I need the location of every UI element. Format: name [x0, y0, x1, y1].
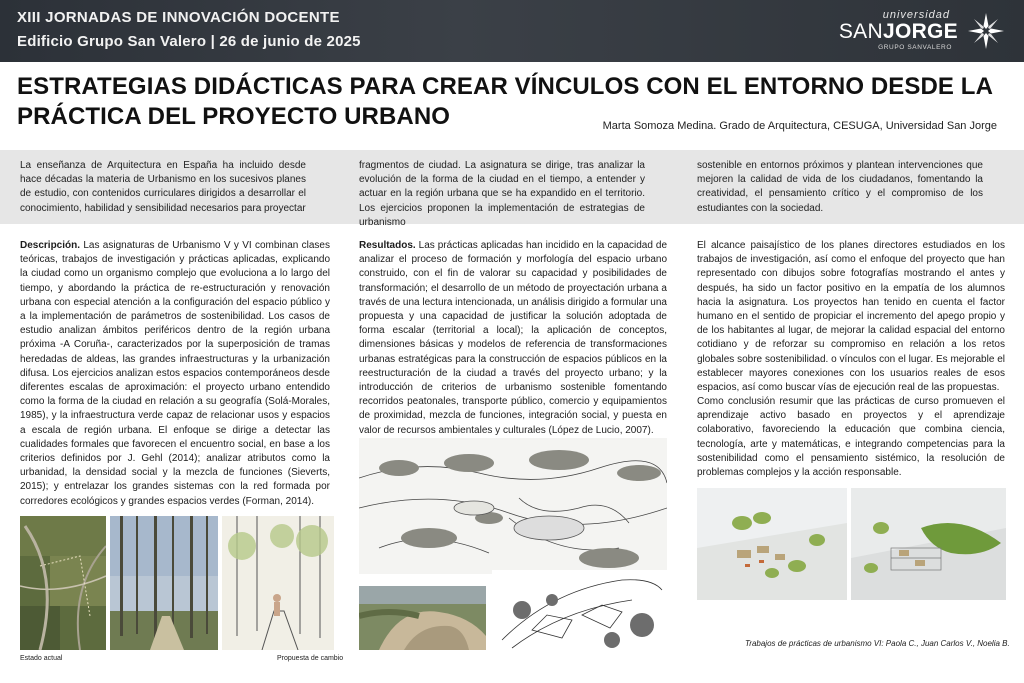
intro-col-2: fragmentos de ciudad. La asignatura se dirige, tras analizar la evolución de la forma de la ciudad en el tiempo, a entender y actuar en la región urbana que se ha expandido en el territorio. Los ejercicios proponen la implementación de estrategias de urbanismo: [359, 160, 645, 228]
event-venue-date: Edificio Grupo San Valero | 26 de junio de 2025: [17, 33, 361, 50]
conclusion-p1: El alcance paisajístico de los planes directores estudiados en los trabajos de investigación, así como el enfoque del proyecto que han representado con dibujos sobre fotografías mostrando el antes y después, ha sido un factor positivo en la empatía de los alumnos hacia la asignatura. Los proyectos han tenido en cuenta el factor humano en el sentido de propiciar el incremento del apego propio y de los habitantes al lugar, de mejorar la calidad espacial del entorno cotidiano y de reforzar su compromiso en relación a los retos globales sobre sostenibilidad. o vínculos con el lugar. Es mejorable el establecer mayores conexiones con los usuarios reales de esos espacios, así como buscar vías de ejecución real de las propuestas.: [697, 240, 1005, 394]
star-emblem-icon: [966, 11, 1006, 51]
logo-universidad: universidad: [882, 9, 950, 21]
results-heading: Resultados.: [359, 240, 416, 251]
header-banner: [0, 0, 1024, 62]
description-section: [20, 239, 330, 509]
caption-trabajos: Trabajos de prácticas de urbanismo VI: Paola C., Juan Carlos V., Noelia B.: [745, 639, 1010, 648]
author-line: Marta Somoza Medina. Grado de Arquitectura, CESUGA, Universidad San Jorge: [602, 120, 997, 132]
university-logo: [838, 7, 1006, 55]
results-text: Las prácticas aplicadas han incidido en la capacidad de analizar el proceso de formación y morfología del espacio urbano construido, con el fin de valorar su capacidad y posibilidades de transformación; el desarrollo de un método de proyectación urbana a través de una lectura intencionada, un análisis dirigido a formular una propuesta y una capacidad de justificar la solución adoptada de forma escalar (territorial a local); la aplicación de conceptos, dimensiones básicas y modelos de referencia de transformaciones urbanas estratégicas para la construcción de espacios públicos en la reestructuración de la ciudad a través del proyecto urbano; y la introducción de criterios de urbanismo sostenible fomentando recorridos peatonales, transporte público, comercio y equipamientos de proximidad, mezcla de funciones, integración social, y puesta en valor de recursos ambientales y culturales (López de Lucio, 2007).: [359, 240, 667, 436]
model-render-2: [851, 488, 1006, 600]
sketch-proposal: [222, 516, 334, 650]
conclusion-p2: Como conclusión resumir que las prácticas de curso promueven el aprendizaje activo basado en proyectos y el aprendizaje colaborativo, favoreciendo la educación que combina ciencia, tecnología, arte y matemáticas, e integrando competencias para la sostenibilidad como el pensamiento sistémico, la resolución de problemas complejos y la acción responsable.: [697, 396, 1005, 479]
landscape-sketch: [359, 438, 667, 574]
poster-title: ESTRATEGIAS DIDÁCTICAS PARA CREAR VÍNCULOS CON EL ENTORNO DESDE LA PRÁCTICA DEL PROYECTO URBANO: [17, 73, 993, 130]
caption-propuesta: Propuesta de cambio: [277, 655, 344, 662]
intro-col-3: sostenible en entornos próximos y plantean intervenciones que mejoren la calidad de vida de los ciudadanos, fomentando la creatividad, el pensamiento crítico y el compromiso de los estudiantes con la sociedad.: [697, 160, 983, 214]
description-heading: Descripción.: [20, 240, 81, 251]
model-render-1: [697, 488, 847, 600]
logo-grupo: GRUPO SANVALERO: [878, 44, 952, 51]
logo-san: SAN: [838, 20, 883, 43]
event-title: XIII JORNADAS DE INNOVACIÓN DOCENTE: [17, 9, 340, 26]
forest-photo: [110, 516, 218, 650]
quarry-photo: [359, 586, 486, 650]
aerial-photo: [20, 516, 106, 650]
logo-brand: [839, 20, 958, 44]
intro-col-1: La enseñanza de Arquitectura en España ha incluido desde hace décadas la materia de Urbanismo en los sucesivos planes de estudio, con contenidos curriculares dirigidos a desarrollar el conocimiento, habilidad y sensibilidad necesarios para proyectar: [20, 160, 306, 214]
logo-jorge: JORGE: [882, 20, 958, 43]
caption-estado: Estado actual: [20, 655, 63, 662]
results-section: [359, 239, 667, 438]
description-text: Las asignaturas de Urbanismo V y VI combinan clases teóricas, trabajos de investigación y prácticas aplicadas, explicando la ciudad como un organismo complejo que evoluciona a lo largo del tiempo, y abordando la práctica de re-estructuración y renovación urbana con especial atención a la configuración del espacio público y a la implementación de parámetros de sostenibilidad. Los casos de estudio analizan ámbitos periféricos dentro de la región urbana próxima -A Coruña-, caracterizados por la superposición de tramas heredadas de aldeas, las grandes infraestructuras y la urbanización difusa. Los ejercicios analizan estos espacios contemporáneos desde diferentes escalas de aproximación: el proyecto urbano entendido como la forma de la ciudad en relación a su geografía (Solá-Morales, 1985), y la infraestructura verde capaz de relacionar usos y espacios a escala de región urbana. El enfoque se dirige a detectar las cualidades formales que favorecen el encuentro social, en base a los criterios definidos por J. Gehl (2014); analizar atributos como la urbanidad, la densidad social y la mezcla de funciones (Sieverts, 2015); y entrelazar los grandes sistemas con la red formada por corredores ecológicos y grandes espacios verdes (Forman, 2014).: [20, 240, 330, 507]
perspective-sketch: [492, 570, 667, 654]
